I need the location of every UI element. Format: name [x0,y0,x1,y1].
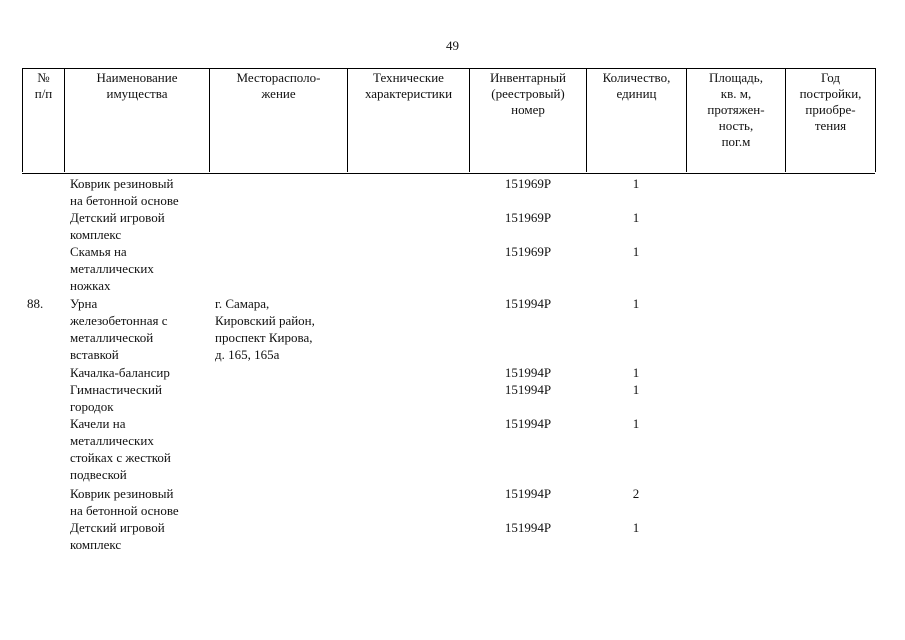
header-year: Год постройки, приобре- тения [799,70,862,133]
item-inventory: 151994Р [504,416,552,431]
item-quantity: 1 [632,244,640,259]
item-name: Скамья на металлических ножках [70,244,154,293]
item-name: Детский игровой комплекс [70,210,165,242]
item-inventory: 151994Р [504,365,552,380]
item-inventory: 151994Р [504,296,552,311]
item-name: Коврик резиновый на бетонной основе [70,176,179,208]
header-quantity: Количество, единиц [602,70,671,101]
item-quantity: 1 [632,176,640,191]
header-area: Площадь, кв. м, протяжен- ность, пог.м [707,70,765,149]
item-quantity: 1 [632,382,640,397]
item-inventory: 151994Р [504,486,552,501]
location-cell: г. Самара, Кировский район, проспект Кирова, д. 165, 165а [215,296,315,362]
item-inventory: 151969Р [504,244,552,259]
item-quantity: 1 [632,520,640,535]
item-inventory: 151994Р [504,382,552,397]
item-quantity: 1 [632,416,640,431]
item-inventory: 151969Р [504,210,552,225]
row-number: 88. [27,296,44,311]
item-quantity: 1 [632,296,640,311]
header-inventory: Инвентарный (реестровый) номер [490,70,566,117]
header-number: № п/п [34,70,53,101]
header-specs: Технические характеристики [364,70,453,101]
page-number: 49 [446,38,459,53]
item-name: Детский игровой комплекс [70,520,165,552]
item-quantity: 1 [632,365,640,380]
item-inventory: 151994Р [504,520,552,535]
item-name: Качалка-балансир [70,365,170,380]
header-location: Месторасполо- жение [236,70,321,101]
item-name: Гимнастический городок [70,382,162,414]
header-name: Наименование имущества [96,70,178,101]
header-divider [875,68,876,172]
item-name: Качели на металлических стойках с жесткой подвеской [70,416,171,482]
item-quantity: 2 [632,486,640,501]
item-inventory: 151969Р [504,176,552,191]
item-name: Коврик резиновый на бетонной основе [70,486,179,518]
item-quantity: 1 [632,210,640,225]
item-name: Урна железобетонная с металлической вставкой [70,296,168,362]
